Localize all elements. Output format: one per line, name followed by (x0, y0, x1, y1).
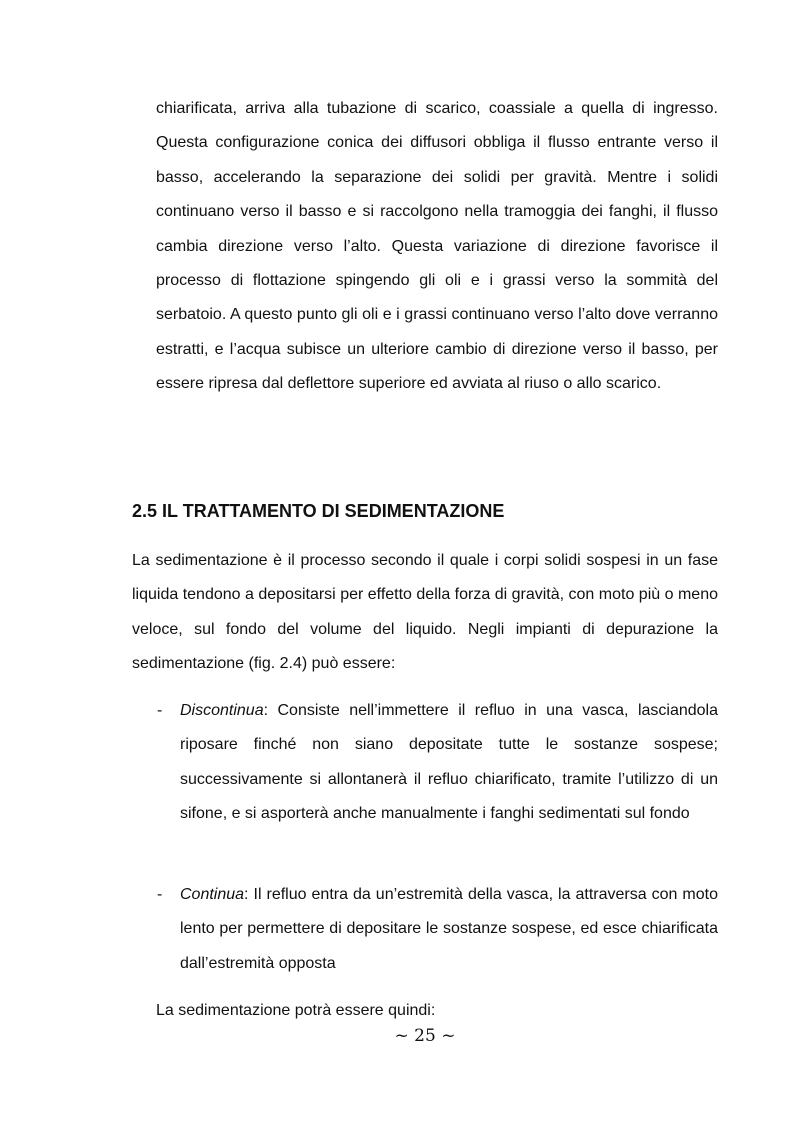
list-item-text: : Consiste nell’immettere il refluo in una vasca, lasciandola riposare finché non siano depositate tutte le sostanze sospese; successivamente si allontanerà il refluo chiarificato, tramite l’utilizzo di un sifone, e si asporterà anche manualmente i fanghi sedimentati sul fondo (180, 702, 718, 823)
list-item (132, 878, 718, 981)
body-paragraph-final: La sedimentazione potrà essere quindi: (156, 1002, 436, 1019)
bullet-list-item-continua-wrapper (132, 878, 718, 981)
list-item-text: : Il refluo entra da un’estremità della vasca, la attraversa con moto lento per permettere di depositare le sostanze sospese, ed esce chiarificata dall’estremità opposta (180, 886, 718, 972)
body-paragraph-continuation: chiarificata, arriva alla tubazione di scarico, coassiale a quella di ingresso. Questa configurazione conica dei diffusori obbliga il flusso entrante verso il basso, accelerando la separazione dei solidi per gravità. Mentre i solidi continuano verso il basso e si raccolgono nella tramoggia dei fanghi, il flusso cambia direzione verso l’alto. Questa variazione di direzione favorisce il processo di flottazione spingendo gli oli e i grassi verso la sommità del serbatoio. A questo punto gli oli e i grassi continuano verso l’alto dove verranno estratti, e l’acqua subisce un ulteriore cambio di direzione verso il basso, per essere ripresa dal deflettore superiore ed avviata al riuso o allo scarico. (156, 100, 718, 393)
page-number: ~ 25 ~ (394, 1026, 456, 1046)
list-item-term: Continua (180, 886, 245, 903)
list-bullet: - (157, 886, 163, 903)
list-bullet: - (157, 702, 163, 719)
bullet-list-item-discontinua-wrapper (132, 694, 718, 832)
list-item-term: Discontinua (180, 702, 264, 719)
list-item (132, 694, 718, 832)
body-paragraph-intro: La sedimentazione è il processo secondo il quale i corpi solidi sospesi in un fase liquida tendono a depositarsi per effetto della forza di gravità, con moto più o meno veloce, sul fondo del volume del liquido. Negli impianti di depurazione la sedimentazione (fig. 2.4) può essere: (132, 552, 718, 673)
section-heading: 2.5 IL TRATTAMENTO DI SEDIMENTAZIONE (132, 501, 505, 521)
